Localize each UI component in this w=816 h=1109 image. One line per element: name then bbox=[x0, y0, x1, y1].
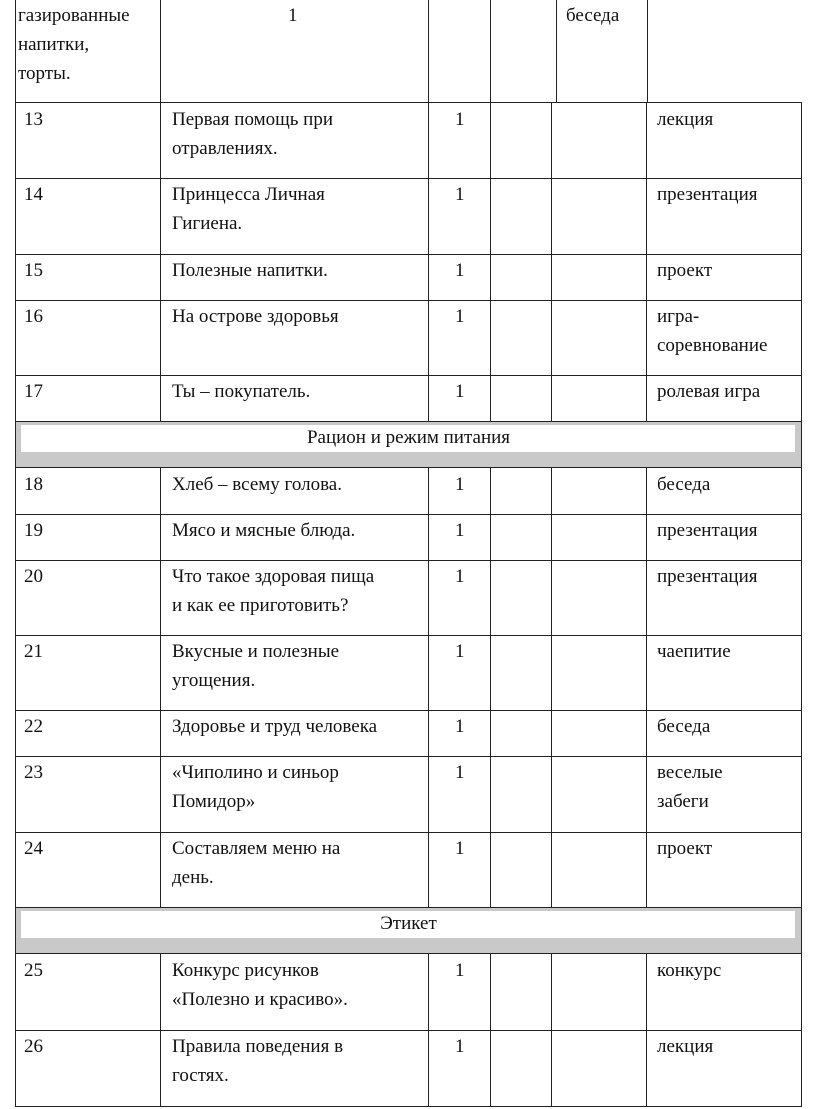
row-border bbox=[15, 756, 802, 757]
row-24-hours: 1 bbox=[455, 838, 465, 859]
row-13-num: 13 bbox=[24, 109, 43, 130]
column-border bbox=[490, 102, 491, 422]
column-border bbox=[428, 467, 429, 908]
row-18-form: беседа bbox=[657, 474, 711, 495]
column-border bbox=[551, 953, 552, 1107]
row-17-topic: Ты – покупатель. bbox=[172, 381, 311, 402]
row-25-num: 25 bbox=[24, 960, 43, 981]
column-border bbox=[801, 467, 802, 908]
row-14-num: 14 bbox=[24, 184, 43, 205]
top-row-border bbox=[160, 0, 161, 102]
row-border bbox=[15, 832, 802, 833]
row-border bbox=[15, 514, 802, 515]
row-24-form: проект bbox=[657, 838, 713, 859]
section-header-border bbox=[15, 422, 16, 467]
row-22-hours: 1 bbox=[455, 716, 465, 737]
row-13-form: лекция bbox=[657, 109, 714, 130]
row-15-num: 15 bbox=[24, 260, 43, 281]
row-25-hours: 1 bbox=[455, 960, 465, 981]
top-row-hours: 1 bbox=[288, 5, 298, 26]
row-22-num: 22 bbox=[24, 716, 43, 737]
row-17-hours: 1 bbox=[455, 381, 465, 402]
row-22-topic: Здоровье и труд человека bbox=[172, 716, 378, 737]
row-14-topic: Принцесса Личная Гигиена. bbox=[172, 184, 325, 234]
section-header-border bbox=[801, 908, 802, 953]
row-23-topic: «Чиполино и синьор Помидор» bbox=[172, 762, 339, 812]
column-border bbox=[646, 953, 647, 1107]
row-border bbox=[15, 1030, 802, 1031]
row-13-topic: Первая помощь при отравлениях. bbox=[172, 109, 334, 159]
column-border bbox=[551, 467, 552, 908]
row-border bbox=[15, 300, 802, 301]
row-20-topic: Что такое здоровая пища и как ее приготовить? bbox=[172, 566, 375, 616]
section-header-border bbox=[15, 467, 802, 468]
column-border bbox=[160, 102, 161, 422]
row-16-hours: 1 bbox=[455, 306, 465, 327]
row-23-form: веселые забеги bbox=[657, 762, 723, 812]
column-border bbox=[551, 102, 552, 422]
top-row-form: беседа bbox=[566, 5, 620, 26]
column-border bbox=[15, 102, 16, 422]
column-border bbox=[160, 467, 161, 908]
row-15-topic: Полезные напитки. bbox=[172, 260, 328, 281]
row-14-form: презентация bbox=[657, 184, 758, 205]
section-title-etiquette: Этикет bbox=[380, 913, 437, 934]
row-15-hours: 1 bbox=[455, 260, 465, 281]
column-border bbox=[801, 102, 802, 422]
row-border bbox=[15, 375, 802, 376]
row-18-num: 18 bbox=[24, 474, 43, 495]
row-13-hours: 1 bbox=[455, 109, 465, 130]
column-border bbox=[428, 953, 429, 1107]
row-18-hours: 1 bbox=[455, 474, 465, 495]
row-24-num: 24 bbox=[24, 838, 43, 859]
row-border bbox=[15, 560, 802, 561]
row-15-form: проект bbox=[657, 260, 713, 281]
row-16-num: 16 bbox=[24, 306, 43, 327]
row-25-topic: Конкурс рисунков «Полезно и красиво». bbox=[172, 960, 348, 1010]
row-18-topic: Хлеб – всему голова. bbox=[172, 474, 342, 495]
row-23-num: 23 bbox=[24, 762, 43, 783]
column-border bbox=[490, 467, 491, 908]
column-border bbox=[160, 953, 161, 1107]
column-border bbox=[15, 467, 16, 908]
row-19-form: презентация bbox=[657, 520, 758, 541]
row-21-hours: 1 bbox=[455, 641, 465, 662]
row-21-num: 21 bbox=[24, 641, 43, 662]
row-20-hours: 1 bbox=[455, 566, 465, 587]
row-17-form: ролевая игра bbox=[657, 381, 761, 402]
section-header-border bbox=[15, 953, 802, 954]
row-19-num: 19 bbox=[24, 520, 43, 541]
top-row-border bbox=[428, 0, 429, 102]
row-20-num: 20 bbox=[24, 566, 43, 587]
section-header-border bbox=[15, 908, 16, 953]
row-border bbox=[15, 178, 802, 179]
row-19-hours: 1 bbox=[455, 520, 465, 541]
top-row-border bbox=[490, 0, 491, 102]
row-26-hours: 1 bbox=[455, 1036, 465, 1057]
top-row-border bbox=[556, 0, 557, 102]
top-row-border bbox=[647, 0, 648, 102]
row-26-form: лекция bbox=[657, 1036, 714, 1057]
column-border bbox=[490, 953, 491, 1107]
column-border bbox=[646, 467, 647, 908]
row-19-topic: Мясо и мясные блюда. bbox=[172, 520, 356, 541]
row-16-topic: На острове здоровья bbox=[172, 306, 339, 327]
row-border bbox=[15, 635, 802, 636]
section-header-border bbox=[801, 422, 802, 467]
row-14-hours: 1 bbox=[455, 184, 465, 205]
top-row-border bbox=[15, 0, 16, 102]
row-16-form: игра- соревнование bbox=[657, 306, 768, 356]
column-border bbox=[428, 102, 429, 422]
column-border bbox=[646, 102, 647, 422]
row-17-num: 17 bbox=[24, 381, 43, 402]
top-row-topic: газированные напитки, торты. bbox=[18, 5, 130, 84]
column-border bbox=[801, 953, 802, 1107]
row-border bbox=[15, 710, 802, 711]
row-26-topic: Правила поведения в гостях. bbox=[172, 1036, 344, 1086]
row-21-form: чаепитие bbox=[657, 641, 731, 662]
row-20-form: презентация bbox=[657, 566, 758, 587]
row-23-hours: 1 bbox=[455, 762, 465, 783]
row-24-topic: Составляем меню на день. bbox=[172, 838, 341, 888]
row-border bbox=[15, 254, 802, 255]
row-21-topic: Вкусные и полезные угощения. bbox=[172, 641, 340, 691]
row-25-form: конкурс bbox=[657, 960, 722, 981]
row-22-form: беседа bbox=[657, 716, 711, 737]
column-border bbox=[15, 953, 16, 1107]
row-border bbox=[15, 1106, 802, 1107]
section-title-ration: Рацион и режим питания bbox=[306, 427, 511, 448]
row-26-num: 26 bbox=[24, 1036, 43, 1057]
top-row-bottom-border bbox=[15, 102, 801, 103]
